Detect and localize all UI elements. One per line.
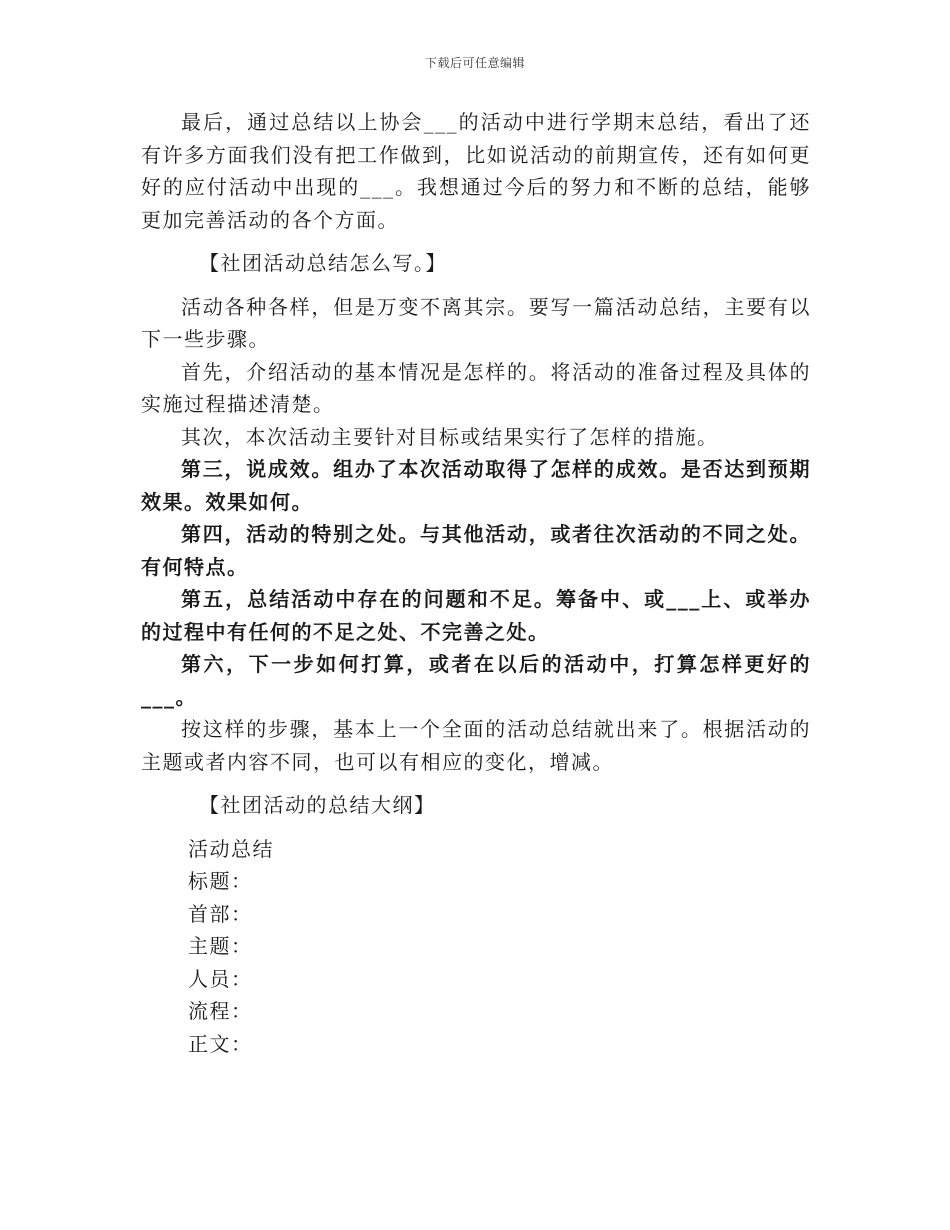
page-header: 下载后可任意编辑: [424, 56, 525, 70]
section-title-how-to-write: 【社团活动总结怎么写。】: [199, 251, 447, 275]
outline-item: 标题：: [188, 869, 253, 893]
paragraph-step-fifth: 第五，总结活动中存在的问题和不足。筹备中、或___上、或举办的过程中有任何的不足之处、不完善之处。: [141, 587, 811, 644]
paragraph-step-second: 其次，本次活动主要针对目标或结果实行了怎样的措施。: [181, 424, 719, 449]
paragraph-step-fourth: 第四，活动的特别之处。与其他活动，或者往次活动的不同之处。有何特点。: [141, 522, 811, 579]
outline-item: 流程：: [188, 999, 253, 1023]
outline-item: 活动总结: [188, 836, 274, 861]
paragraph-step-third: 第三，说成效。组办了本次活动取得了怎样的成效。是否达到预期效果。效果如何。: [141, 457, 811, 514]
intro-paragraph: 最后，通过总结以上协会___的活动中进行学期末总结，看出了还有许多方面我们没有把工作做到，比如说活动的前期宣传，还有如何更好的应付活动中出现的___。我想通过今后的努力和不断的总结，能够更加完善活动的各个方面。: [141, 110, 811, 232]
outline-item: 正文：: [188, 1031, 253, 1056]
outline-item: 首部：: [188, 901, 253, 926]
paragraph-step-sixth: 第六，下一步如何打算，或者在以后的活动中，打算怎样更好的___。: [141, 652, 811, 709]
paragraph-step-first: 首先，介绍活动的基本情况是怎样的。将活动的准备过程及具体的实施过程描述清楚。: [141, 359, 811, 416]
paragraph-steps-intro: 活动各种各样，但是万变不离其宗。要写一篇活动总结，主要有以下一些步骤。: [141, 294, 811, 351]
section-title-outline: 【社团活动的总结大纲】: [199, 793, 436, 817]
outline-item: 主题：: [188, 934, 253, 958]
outline-item: 人员：: [188, 966, 253, 991]
outline-list: [141, 833, 811, 1061]
paragraph-conclusion: 按这样的步骤，基本上一个全面的活动总结就出来了。根据活动的主题或者内容不同，也可以有相应的变化，增减。: [141, 717, 811, 774]
document-body: [141, 106, 811, 1060]
